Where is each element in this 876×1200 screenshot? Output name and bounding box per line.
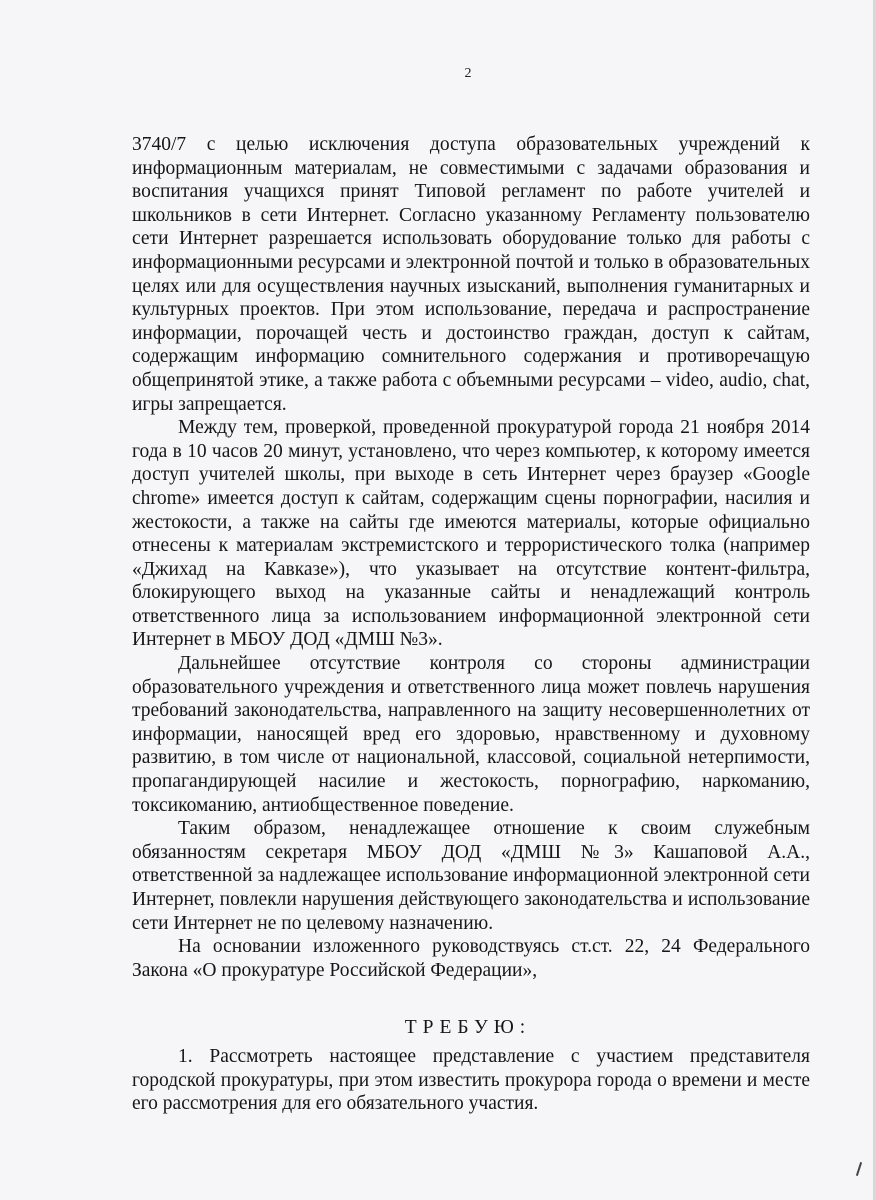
body-text [132,133,810,982]
paragraph: Дальнейшее отсутствие контроля со стороны администрации образовательного учреждения и ответственного лица может повлечь нарушения требований законодательства, направленного на защиту несовершеннолетних от информации, наносящей вред его здоровью, нравственному и духовному развитию, в том числе от национальной, классовой, социальной нетерпимости, пропагандирующей насилие и жестокость, порнографию, наркоманию, токсикоманию, антиобщественное поведение. [132,653,810,816]
paragraph: Между тем, проверкой, проведенной прокуратурой города 21 ноября 2014 года в 10 часов 20 минут, установлено, что через компьютер, к которому имеется доступ учителей школы, при выходе в сеть Интернет через браузер «Google chrome» имеется доступ к сайтам, содержащим сцены порнографии, насилия и жестокости, а также на сайты где имеются материалы, которые официально отнесены к материалам экстремистского и террористического толка (например «Джихад на Кавказе»), что указывает на отсутствие контент-фильтра, блокирующего выход на указанные сайты и ненадлежащий контроль ответственного лица за использованием информационной электронной сети Интернет в МБОУ ДОД «ДМШ №3». [132,417,810,651]
pen-mark [856,1162,862,1176]
section-heading: ТРЕБУЮ: [404,1017,532,1038]
paragraph: 3740/7 с целью исключения доступа образовательных учреждений к информационным материалам, не совместимыми с задачами образования и воспитания учащихся принят Типовой регламент по работе учителей и школьников в сети Интернет. Согласно указанному Регламенту пользователю сети Интернет разрешается использовать оборудование только для работы с информационными ресурсами и электронной почтой и только в образовательных целях или для осуществления научных изысканий, выполнения гуманитарных и культурных проектов. При этом использование, передача и распространение информации, порочащей честь и достоинство граждан, доступ к сайтам, содержащим информацию сомнительного содержания и противоречащую общепринятой этике, а также работа с объемными ресурсами – video, audio, chat, игры запрещается. [132,134,810,415]
demands-list [132,1045,810,1116]
paragraph: На основании изложенного руководствуясь ст.ст. 22, 24 Федерального Закона «О прокуратуре Российской Федерации», [132,936,810,981]
page-number: 2 [464,66,472,81]
demand-item: 1. Рассмотреть настоящее представление с участием представителя городской прокуратуры, при этом известить прокурора города о времени и месте его рассмотрения для его обязательного участия. [132,1046,810,1115]
paragraph: Таким образом, ненадлежащее отношение к своим служебным обязанностям секретаря МБОУ ДОД «ДМШ №3» Кашаповой А.А., ответственной за надлежащее использование информационной электронной сети Интернет, повлекли нарушения действующего законодательства и использование сети Интернет не по целевому назначению. [132,818,810,934]
